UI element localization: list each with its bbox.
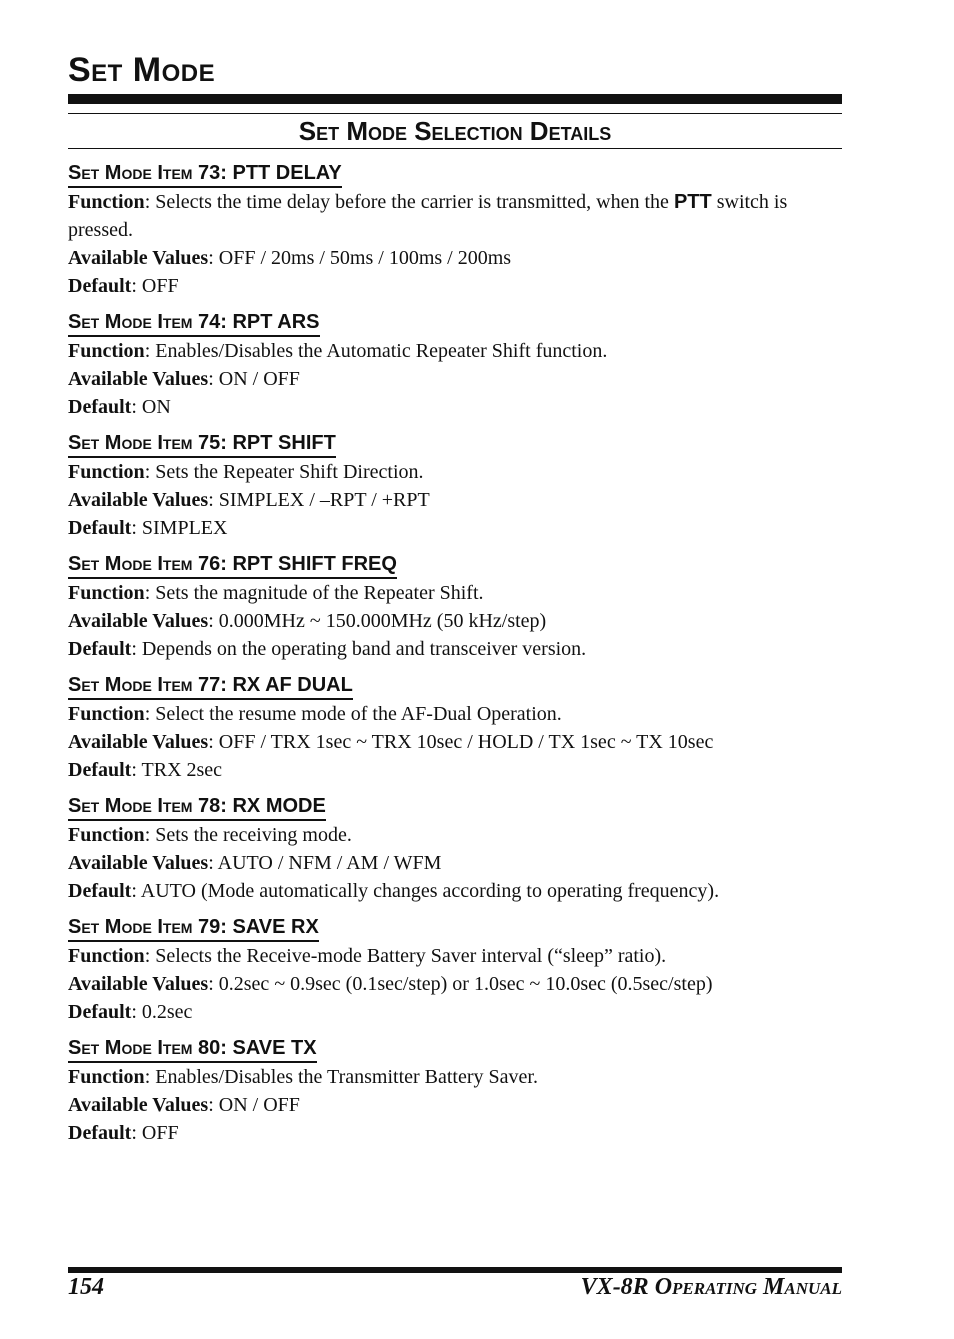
item-heading: Set Mode Item 76: RPT SHIFT FREQ — [68, 551, 397, 579]
section-subtitle: Set Mode Selection Details — [298, 116, 612, 146]
function-line: Function: Sets the magnitude of the Repeater Shift. — [68, 582, 484, 604]
default-line: Default: 0.2sec — [68, 1001, 193, 1023]
item-heading: Set Mode Item 80: SAVE TX — [68, 1035, 317, 1063]
function-line: Function: Enables/Disables the Transmitter Battery Saver. — [68, 1066, 538, 1088]
values-line: Available Values: ON / OFF — [68, 1094, 300, 1116]
set-mode-item-77 — [68, 672, 842, 784]
manual-title: VX-8R Operating Manual — [580, 1274, 842, 1300]
ptt-key: PTT — [673, 191, 712, 213]
default-line: Default: OFF — [68, 1122, 179, 1144]
default-line: Default: SIMPLEX — [68, 517, 228, 539]
set-mode-item-78 — [68, 793, 842, 905]
set-mode-item-75 — [68, 430, 842, 542]
title-rule — [68, 94, 842, 104]
subtitle-top-rule — [68, 113, 842, 114]
function-line: Function: Selects the Receive-mode Battery Saver interval (“sleep” ratio). — [68, 945, 667, 967]
function-line: Function: Sets the Repeater Shift Direction. — [68, 461, 424, 483]
item-heading: Set Mode Item 73: PTT DELAY — [68, 160, 342, 188]
item-heading: Set Mode Item 79: SAVE RX — [68, 914, 319, 942]
default-line: Default: OFF — [68, 275, 179, 297]
default-line: Default: AUTO (Mode automatically changes according to operating frequency). — [68, 880, 720, 902]
set-mode-item-79 — [68, 914, 842, 1026]
set-mode-item-73 — [68, 160, 842, 300]
item-heading: Set Mode Item 77: RX AF DUAL — [68, 672, 353, 700]
set-mode-item-74 — [68, 309, 842, 421]
default-line: Default: TRX 2sec — [68, 759, 223, 781]
item-list — [68, 160, 842, 1156]
set-mode-item-76 — [68, 551, 842, 663]
values-line: Available Values: AUTO / NFM / AM / WFM — [68, 852, 442, 874]
page-title: Set Mode — [68, 51, 216, 89]
function-line: Function: Selects the time delay before the carrier is transmitted, when the PTT switch is pressed. — [68, 191, 788, 241]
page-number: 154 — [68, 1274, 104, 1300]
values-line: Available Values: OFF / 20ms / 50ms / 100ms / 200ms — [68, 247, 512, 269]
values-line: Available Values: ON / OFF — [68, 368, 300, 390]
subtitle-bottom-rule — [68, 148, 842, 149]
function-line: Function: Select the resume mode of the AF-Dual Operation. — [68, 703, 562, 725]
values-line: Available Values: 0.000MHz ~ 150.000MHz (50 kHz/step) — [68, 610, 547, 632]
item-heading: Set Mode Item 74: RPT ARS — [68, 309, 320, 337]
function-line: Function: Sets the receiving mode. — [68, 824, 352, 846]
function-line: Function: Enables/Disables the Automatic Repeater Shift function. — [68, 340, 608, 362]
values-line: Available Values: SIMPLEX / –RPT / +RPT — [68, 489, 430, 511]
footer-rule — [68, 1267, 842, 1273]
set-mode-item-80 — [68, 1035, 842, 1147]
default-line: Default: Depends on the operating band and transceiver version. — [68, 638, 587, 660]
item-heading: Set Mode Item 75: RPT SHIFT — [68, 430, 336, 458]
values-line: Available Values: 0.2sec ~ 0.9sec (0.1sec/step) or 1.0sec ~ 10.0sec (0.5sec/step) — [68, 973, 713, 995]
item-heading: Set Mode Item 78: RX MODE — [68, 793, 326, 821]
default-line: Default: ON — [68, 396, 171, 418]
values-line: Available Values: OFF / TRX 1sec ~ TRX 10sec / HOLD / TX 1sec ~ TX 10sec — [68, 731, 714, 753]
